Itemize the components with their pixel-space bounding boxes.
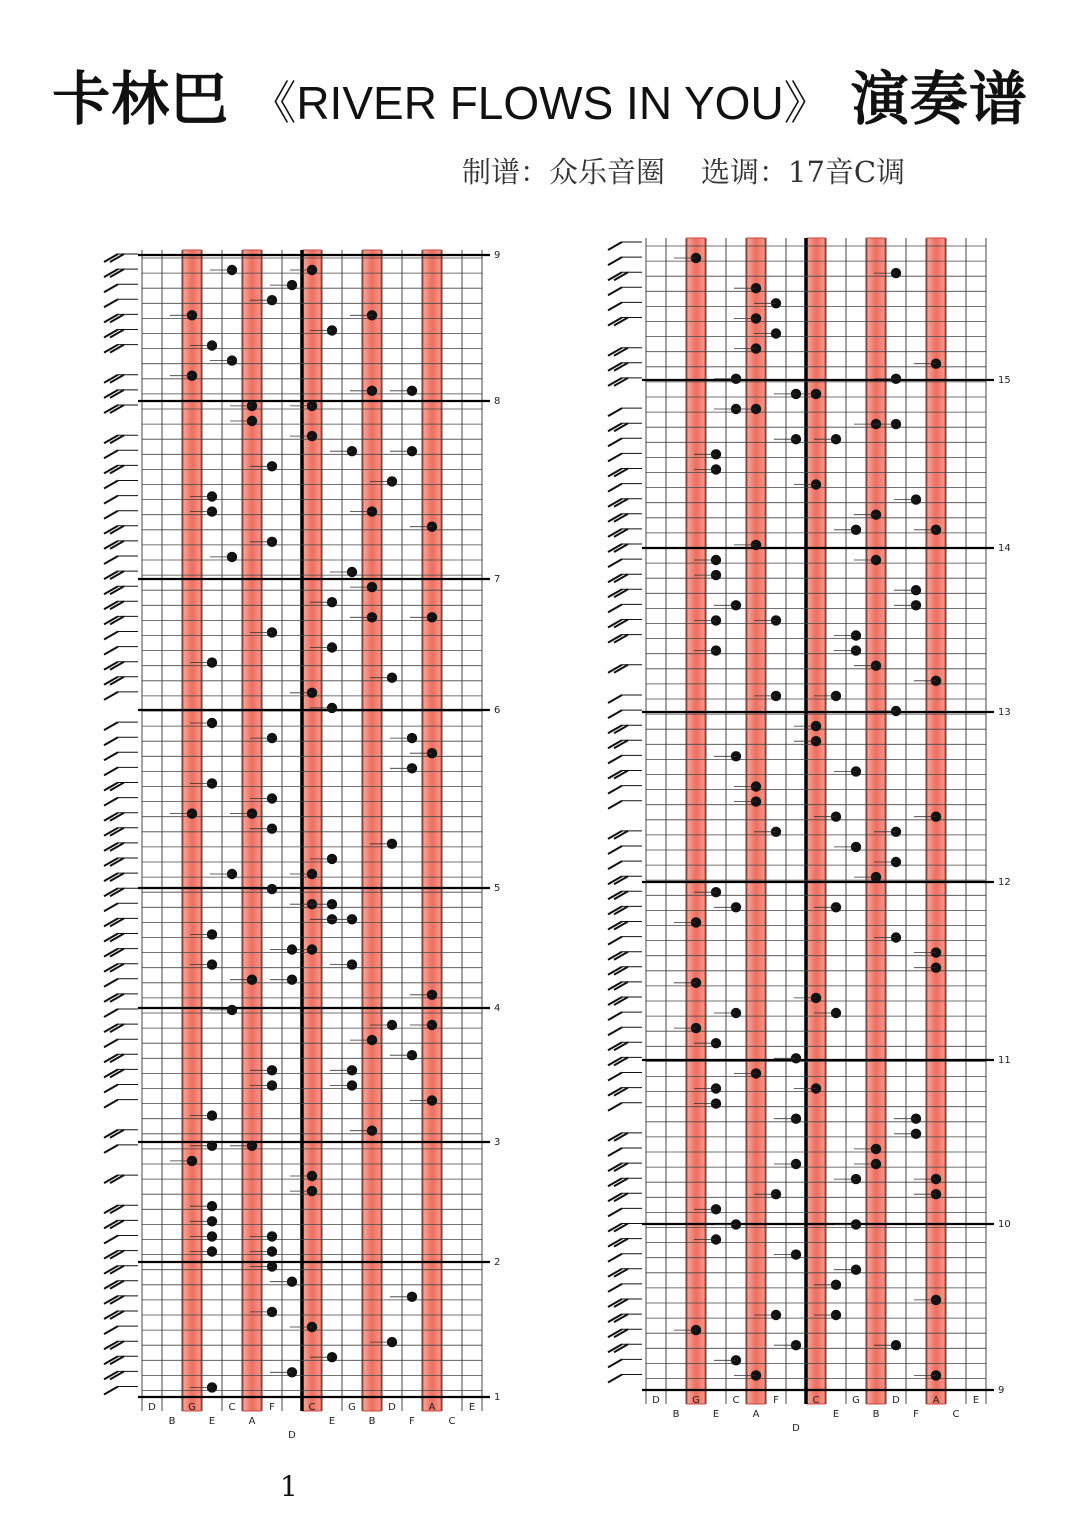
note-flag	[608, 242, 622, 250]
note-flag	[608, 1073, 622, 1081]
key-label: F	[773, 1395, 779, 1406]
key-label: E	[468, 1402, 476, 1413]
measure-number: 3	[494, 1137, 501, 1148]
note-flag	[608, 484, 622, 492]
note-flag	[608, 604, 622, 612]
key-label: E	[832, 1409, 840, 1420]
key-label: A	[932, 1395, 940, 1406]
note-flag	[608, 438, 622, 446]
note-flag	[608, 695, 622, 703]
note-flag	[104, 647, 118, 655]
measure-number: 5	[494, 883, 501, 894]
note-flag	[104, 767, 118, 775]
key-label: B	[672, 1409, 680, 1420]
measure-number: 11	[998, 1055, 1011, 1066]
key-label: B	[872, 1409, 880, 1420]
title-suffix: 演奏谱	[850, 65, 1028, 133]
measure-number: 10	[998, 1219, 1011, 1230]
key-label: D	[652, 1395, 660, 1406]
note-flag	[104, 737, 118, 745]
key-label: D	[388, 1402, 396, 1413]
measure-number: 13	[998, 707, 1011, 718]
measure-number: 1	[494, 1392, 501, 1403]
note-flag	[104, 299, 118, 307]
tine-highlight	[807, 238, 825, 1404]
note-flag	[104, 1387, 118, 1395]
title-song: 《RIVER FLOWS IN YOU》	[250, 77, 830, 129]
tine-highlight	[687, 238, 705, 1404]
key-label: F	[409, 1416, 415, 1427]
note-flag	[608, 302, 622, 310]
note-flag	[608, 1148, 622, 1156]
measure-number: 6	[494, 705, 501, 716]
note-flag	[104, 1085, 118, 1093]
note-flag	[104, 632, 118, 640]
note-flag	[608, 1012, 622, 1020]
score-panel-right	[608, 238, 1011, 1434]
key-label: D	[288, 1430, 296, 1441]
measure-number: 7	[494, 574, 501, 585]
note-flag	[104, 1145, 118, 1153]
note-flag	[104, 752, 118, 760]
key-label: E	[712, 1409, 720, 1420]
measure-number: 8	[494, 396, 501, 407]
note-flag	[608, 1254, 622, 1262]
score-panel-left	[104, 250, 500, 1441]
key-label: D	[148, 1402, 156, 1413]
key-label: D	[892, 1395, 900, 1406]
note-flag	[608, 408, 622, 416]
note-flag	[104, 1326, 118, 1334]
key-label: C	[448, 1416, 456, 1427]
key-label: C	[952, 1409, 960, 1420]
note-flag	[104, 722, 118, 730]
measure-number: 15	[998, 375, 1011, 386]
measure-number: 9	[998, 1385, 1005, 1396]
note-flag	[608, 1284, 622, 1292]
note-flag	[608, 710, 622, 718]
key-label: A	[752, 1409, 760, 1420]
key-label: E	[972, 1395, 980, 1406]
key-label: A	[428, 1402, 436, 1413]
key-label: F	[269, 1402, 275, 1413]
note-flag	[608, 786, 622, 794]
tine-highlight	[867, 238, 885, 1404]
note-flag	[104, 284, 118, 292]
note-flag	[608, 846, 622, 854]
note-flag	[104, 511, 118, 519]
key-label: C	[732, 1395, 740, 1406]
key-label: G	[188, 1402, 196, 1413]
key-label: D	[792, 1423, 800, 1434]
note-flag	[608, 1103, 622, 1111]
note-flag	[104, 1100, 118, 1108]
note-flag	[608, 937, 622, 945]
note-flag	[104, 450, 118, 458]
note-flag	[608, 1027, 622, 1035]
note-flag	[608, 1208, 622, 1216]
key-credit: 选调：17音C调	[701, 155, 906, 189]
note-flag	[104, 798, 118, 806]
note-flag	[104, 979, 118, 987]
note-flag	[104, 481, 118, 489]
note-flag	[104, 1039, 118, 1047]
key-label: C	[308, 1402, 316, 1413]
key-label: C	[228, 1402, 236, 1413]
measure-number: 2	[494, 1257, 501, 1268]
note-flag	[104, 1009, 118, 1017]
note-flag	[608, 801, 622, 809]
note-flag	[608, 453, 622, 461]
key-label: A	[248, 1416, 256, 1427]
measure-number: 14	[998, 543, 1011, 554]
note-flag	[608, 257, 622, 265]
measure-number: 9	[494, 250, 501, 261]
note-flag	[104, 1236, 118, 1244]
key-label: G	[348, 1402, 356, 1413]
page-number: 1	[280, 1470, 298, 1503]
note-flag	[104, 692, 118, 700]
note-flag	[608, 1359, 622, 1367]
note-flag	[104, 903, 118, 911]
note-flag	[608, 1375, 622, 1383]
title-brand: 卡林巴	[52, 65, 230, 133]
measure-number: 12	[998, 877, 1011, 888]
note-flag	[608, 287, 622, 295]
note-flag	[104, 496, 118, 504]
key-label: G	[852, 1395, 860, 1406]
key-label: B	[168, 1416, 176, 1427]
measure-number: 4	[494, 1003, 501, 1014]
key-label: F	[913, 1409, 919, 1420]
note-flag	[608, 861, 622, 869]
note-flag	[608, 559, 622, 567]
key-label: G	[692, 1395, 700, 1406]
key-label: E	[208, 1416, 216, 1427]
key-label: B	[368, 1416, 376, 1427]
key-label: E	[328, 1416, 336, 1427]
key-label: C	[812, 1395, 820, 1406]
note-flag	[104, 556, 118, 564]
arranger-credit: 制谱：众乐音圈	[462, 155, 666, 189]
note-flag	[608, 755, 622, 763]
